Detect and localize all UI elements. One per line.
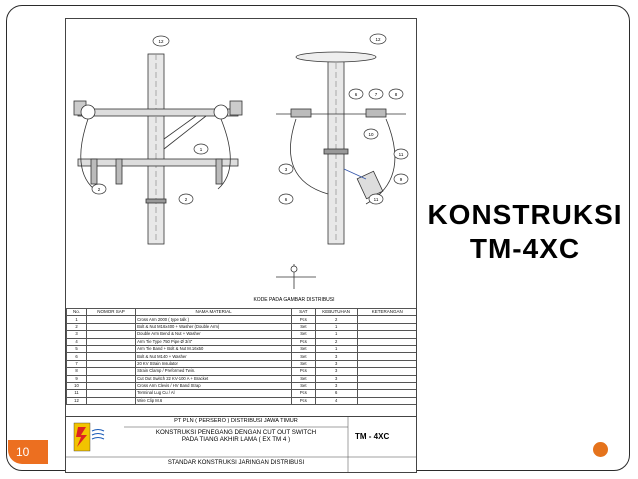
table-header-row bbox=[67, 309, 418, 316]
drawing-code: TM - 4XC bbox=[355, 432, 390, 441]
accent-dot bbox=[593, 442, 608, 457]
drawing-title-line1: KONSTRUKSI PENEGANG DENGAN CUT OUT SWITCH bbox=[155, 429, 317, 436]
table-cell bbox=[357, 353, 417, 360]
table-cell: Strain Clamp / Preformed Twin. bbox=[136, 368, 292, 375]
table-cell: Cross Arm Clevis / HV Band Strap bbox=[136, 382, 292, 389]
table-cell: 12 bbox=[67, 397, 87, 404]
table-cell bbox=[86, 331, 135, 338]
table-cell: 2 bbox=[315, 316, 357, 323]
table-cell: 1 bbox=[315, 345, 357, 352]
table-row bbox=[67, 390, 418, 397]
material-table bbox=[66, 308, 417, 405]
table-cell: Set bbox=[291, 345, 315, 352]
callout-left-4: 2 bbox=[184, 197, 188, 202]
table-cell: Set bbox=[291, 323, 315, 330]
table-cell: Bolt & Nut M16x400 + Washer (Double Arm) bbox=[136, 323, 292, 330]
table-cell bbox=[86, 338, 135, 345]
table-cell bbox=[86, 353, 135, 360]
table-cell bbox=[86, 375, 135, 382]
table-cell bbox=[357, 368, 417, 375]
table-cell bbox=[86, 382, 135, 389]
table-cell: Cut Out Switch 22 KV-100 A + Bracket bbox=[136, 375, 292, 382]
table-cell: Pcs bbox=[291, 368, 315, 375]
table-cell: Pcs bbox=[291, 316, 315, 323]
table-cell: Set bbox=[291, 331, 315, 338]
table-cell: 1 bbox=[67, 316, 87, 323]
table-cell: 6 bbox=[67, 353, 87, 360]
table-cell bbox=[357, 331, 417, 338]
drawing-title-line2: PADA TIANG AKHIR LAMA ( EX TM 4 ) bbox=[181, 436, 291, 443]
table-cell: 7 bbox=[67, 360, 87, 367]
table-cell: Pcs bbox=[291, 397, 315, 404]
table-row bbox=[67, 375, 418, 382]
table-row bbox=[67, 382, 418, 389]
table-cell: Set bbox=[291, 353, 315, 360]
table-cell: 6 bbox=[315, 390, 357, 397]
callout-right-4: 8 bbox=[394, 92, 398, 97]
technical-drawing bbox=[65, 18, 417, 473]
standard-label: STANDAR KONSTRUKSI JARINGAN DISTRIBUSI bbox=[167, 460, 305, 466]
table-cell: Bolt & Nut M140 + Washer bbox=[136, 353, 292, 360]
table-row bbox=[67, 338, 418, 345]
pole-drawing-svg bbox=[66, 19, 417, 309]
table-row bbox=[67, 368, 418, 375]
table-cell bbox=[357, 375, 417, 382]
table-cell: 3 bbox=[67, 331, 87, 338]
table-cell: 10 bbox=[67, 382, 87, 389]
table-cell: 8 bbox=[67, 368, 87, 375]
table-cell bbox=[357, 390, 417, 397]
callout-right-1: 12 bbox=[375, 37, 381, 42]
table-row bbox=[67, 323, 418, 330]
table-row bbox=[67, 353, 418, 360]
table-cell: Pcs bbox=[291, 338, 315, 345]
col-header: No. bbox=[67, 309, 87, 316]
table-cell: 2 bbox=[67, 323, 87, 330]
slide-title-line1: KONSTRUKSI bbox=[427, 199, 623, 230]
slide-number: 10 bbox=[8, 440, 48, 464]
table-cell bbox=[357, 345, 417, 352]
table-cell: 1 bbox=[315, 331, 357, 338]
table-cell: Set bbox=[291, 375, 315, 382]
table-row bbox=[67, 360, 418, 367]
left-lower-crossarm bbox=[78, 159, 238, 166]
table-cell: 20 KV Strain Insulator bbox=[136, 360, 292, 367]
table-cell: 3 bbox=[315, 375, 357, 382]
table-cell bbox=[357, 360, 417, 367]
legend-caption: KODE PADA GAMBAR DISTRIBUSI bbox=[253, 297, 335, 303]
table-cell: 4 bbox=[315, 397, 357, 404]
title-block bbox=[66, 416, 417, 473]
callout-right-6: 11 bbox=[398, 152, 404, 157]
callout-right-3: 7 bbox=[374, 92, 378, 97]
table-cell: Arm Tie Type 750 Pipe Ø 3/4" bbox=[136, 338, 292, 345]
table-cell: 4 bbox=[67, 338, 87, 345]
table-cell: Arm Tie Band + Bolt & Nut M.16x50 bbox=[136, 345, 292, 352]
table-cell: Wire Clip M.6 bbox=[136, 397, 292, 404]
table-cell: 9 bbox=[67, 375, 87, 382]
table-cell: Cross Arm 2000 ( type talk ) bbox=[136, 316, 292, 323]
table-row bbox=[67, 331, 418, 338]
table-row bbox=[67, 397, 418, 404]
col-header: KETERANGAN bbox=[357, 309, 417, 316]
col-header: NAMA MATERIAL bbox=[136, 309, 292, 316]
table-cell: 1 bbox=[315, 323, 357, 330]
col-header: SAT bbox=[291, 309, 315, 316]
table-cell: Double Arm Bend & Nut + Washer bbox=[136, 331, 292, 338]
slide-title-line2: TM-4XC bbox=[469, 233, 581, 264]
slide-title bbox=[420, 198, 630, 266]
company-name: PT PLN ( PERSERO ) DISTRIBUSI JAWA TIMUR bbox=[174, 418, 298, 424]
callout-right-2: 6 bbox=[354, 92, 358, 97]
table-row bbox=[67, 345, 418, 352]
callout-right-5: 10 bbox=[368, 132, 374, 137]
callout-right-9: 6 bbox=[284, 197, 288, 202]
callout-right-8: 9 bbox=[399, 177, 403, 182]
pln-logo bbox=[74, 423, 104, 451]
table-cell: 2 bbox=[315, 338, 357, 345]
table-cell: 3 bbox=[315, 368, 357, 375]
table-cell bbox=[86, 368, 135, 375]
table-cell bbox=[86, 323, 135, 330]
table-cell bbox=[86, 345, 135, 352]
col-header: KEBUTUHAN bbox=[315, 309, 357, 316]
table-cell: Pcs bbox=[291, 390, 315, 397]
table-cell: 3 bbox=[315, 360, 357, 367]
callout-right-10: 11 bbox=[373, 197, 379, 202]
table-cell bbox=[357, 323, 417, 330]
drawing-title bbox=[126, 429, 346, 443]
table-cell bbox=[357, 338, 417, 345]
col-header: NOMOR SAP bbox=[86, 309, 135, 316]
table-cell bbox=[357, 397, 417, 404]
table-row bbox=[67, 316, 418, 323]
table-cell bbox=[86, 397, 135, 404]
callout-left-1: 12 bbox=[158, 39, 164, 44]
table-cell: Set bbox=[291, 382, 315, 389]
callout-right-7: 3 bbox=[284, 167, 288, 172]
callout-left-3: 2 bbox=[97, 187, 101, 192]
table-cell bbox=[86, 360, 135, 367]
callout-left-2: 1 bbox=[199, 147, 203, 152]
table-cell: Set bbox=[291, 360, 315, 367]
table-cell bbox=[357, 382, 417, 389]
table-cell: Terminal Lug Cu / Al bbox=[136, 390, 292, 397]
table-cell bbox=[357, 316, 417, 323]
table-cell: 3 bbox=[315, 382, 357, 389]
table-cell bbox=[86, 316, 135, 323]
table-cell: 11 bbox=[67, 390, 87, 397]
table-cell bbox=[86, 390, 135, 397]
table-cell: 5 bbox=[67, 345, 87, 352]
table-cell: 3 bbox=[315, 353, 357, 360]
